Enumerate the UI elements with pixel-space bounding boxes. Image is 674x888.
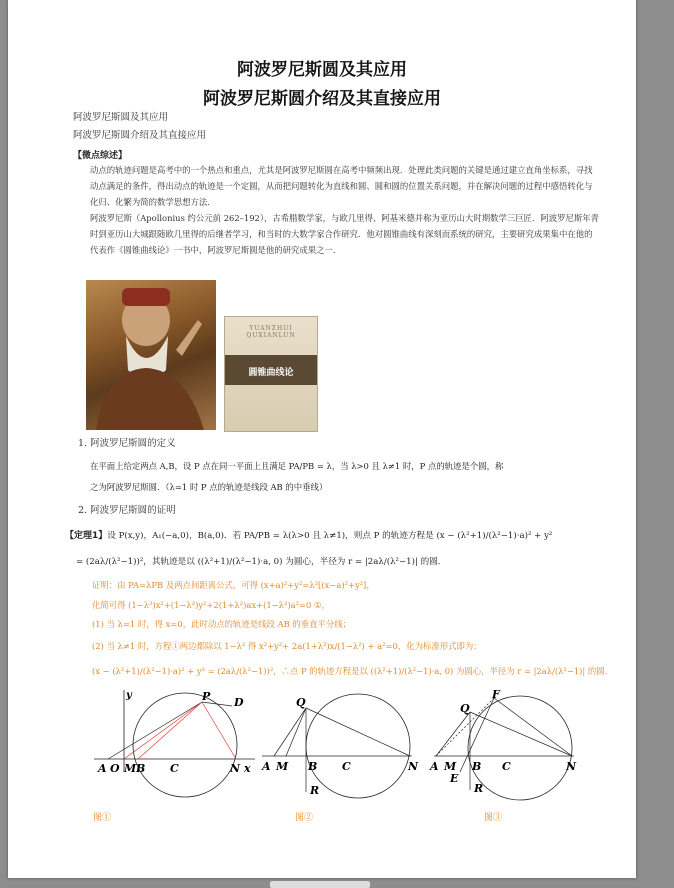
page-subtitle: 阿波罗尼斯圆介绍及其直接应用 [203,89,441,109]
item1-line2: 之为阿波罗尼斯圆．（λ=1 时 P 点的轨迹是线段 AB 的中垂线） [90,482,328,492]
apollonius-portrait [86,280,216,430]
proof-line-5: (x − (λ²+1)/(λ²−1)·a)² + y² = (2aλ/(λ²−1))²，∴点 P 的轨迹方程是以 ((λ²+1)/(λ²−1)·a, 0) 为圆心，半径为 r = |2aλ/(λ²−1)| 的圆． [92,666,614,676]
proof-line-3: (1) 当 λ=1 时，得 x=0，此时动点的轨迹是线段 AB 的垂直平分线； [92,619,352,629]
book-cover-image [224,316,318,432]
item1-line1: 在平面上给定两点 A,B，设 P 点在同一平面上且满足 PA/PB = λ，当 λ>0 且 λ≠1 时，P 点的轨迹是个圆，称 [90,461,504,471]
fig3-label-a: A [430,760,439,773]
fig3-label-f: F [492,690,500,701]
fig1-label-a: A [98,762,107,775]
fig2-label-c: C [342,760,351,773]
fig2-label-q: Q [296,696,306,709]
theorem-line1 [65,530,552,542]
proof-line-1: 证明：由 PA=λPB 及两点间距离公式，可得 (x+a)²+y²=λ²[(x−a)²+y²]， [92,580,375,590]
theorem-label: 【定理1】 [65,531,108,541]
intro-paragraph-1: 动点的轨迹问题是高考中的一个热点和重点，尤其是阿波罗尼斯圆在高考中频频出现．处理此类问题的关键是通过建立直角坐标系，寻找动点满足的条件，得出动点的轨迹是一个定圆，从而把问题转化为直线和圆、圆和圆的位置关系问题，并在解决问题的过程中感悟转化与化归、化繁为简的数学思想方法． [90,165,593,207]
fig2-label-n: N [408,760,419,773]
section-heading: 【微点综述】 [73,151,128,161]
book-cover-pinyin: YUANZHUI QUXIANLUN [246,325,296,339]
fig1-label-p: P [202,690,211,703]
fig1-label-x: x [244,762,251,775]
document-page [8,0,636,878]
fig1-label-y: y [126,690,132,701]
page-title: 阿波罗尼斯圆及其应用 [237,60,407,80]
fig1-label-n: N [230,762,241,775]
figure-1 [94,690,255,797]
fig2-label-a: A [262,760,271,773]
fig1-label-b: B [136,762,146,775]
theorem-text1: 设 P(x,y)，A₁(−a,0)，B(a,0)．若 PA/PB = λ(λ>0 且 λ≠1)，则点 P 的轨迹方程是 (x − (λ²+1)/(λ²−1)·a)² + y² [107,531,553,541]
fig3-label-b: B [472,760,482,773]
fig3-label-r: R [474,782,484,795]
fig1-label-d: D [234,696,244,709]
toc-item-1[interactable]: 阿波罗尼斯圆及其应用 [73,112,169,123]
figure-2 [261,694,419,798]
item1-heading: 1. 阿波罗尼斯圆的定义 [78,438,176,449]
fig3-label-n: N [566,760,577,773]
fig3-label-q: Q [460,702,470,715]
proof-line-4: (2) 当 λ≠1 时，方程①两边都除以 1−λ² 得 x²+y²+ 2a(1+λ²)x/(1−λ²) + a²=0，化为标准形式即为： [92,641,482,651]
scroll-indicator[interactable] [270,881,370,888]
fig3-label-c: C [502,760,511,773]
fig2-label-r: R [310,784,320,797]
figures-row [90,690,590,814]
proof-figures [90,690,590,810]
book-cover-title: 圆锥曲线论 [248,368,294,378]
proof-line-2: 化简可得 (1−λ²)x²+(1−λ²)y²+2(1+λ²)ax+(1−λ²)a²=0 ①， [92,600,330,610]
figure-1-caption: 图① [93,813,112,823]
toc-item-2[interactable]: 阿波罗尼斯圆介绍及其直接应用 [73,130,207,141]
figure-3 [429,690,577,800]
fig3-label-m: M [444,760,457,773]
fig1-label-o: O [110,762,120,775]
figure-2-caption: 图② [295,813,314,823]
fig2-label-m: M [276,760,289,773]
item2-heading: 2. 阿波罗尼斯圆的证明 [78,505,176,516]
fig3-label-e: E [450,772,459,785]
fig1-label-c: C [170,762,179,775]
fig2-label-b: B [308,760,318,773]
theorem-line2: = (2aλ/(λ²−1))²，其轨迹是以 ((λ²+1)/(λ²−1)·a, 0) 为圆心，半径为 r = |2aλ/(λ²−1)| 的圆． [76,557,447,567]
intro-paragraph-2: 阿波罗尼斯（Apollonius 约公元前 262–192），古希腊数学家，与欧几里得、阿基米德并称为亚历山大时期数学三巨匠．阿波罗尼斯年青时到亚历山大城跟随欧几里得的后继者学习，和当时的大数学家合作研究．他对圆锥曲线有深刻而系统的研究，主要研究成果集中在他的代表作《圆锥曲线论》一书中，阿波罗尼斯圆是他的研究成果之一． [90,213,600,255]
figure-3-caption: 图③ [484,813,503,823]
fig1-label-m: M [124,762,137,775]
